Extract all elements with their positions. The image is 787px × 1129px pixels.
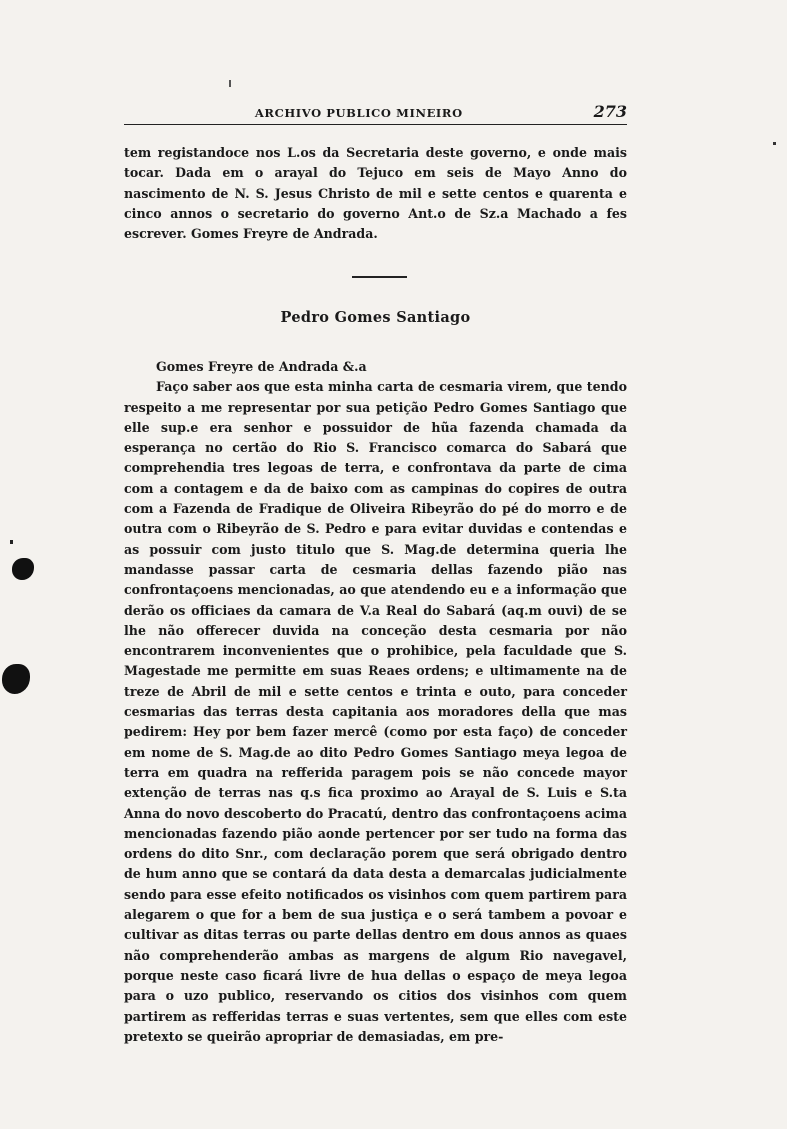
section-body-block bbox=[124, 357, 627, 1047]
intro-paragraph: tem registandoce nos L.os da Secretaria deste governo, e onde mais tocar. Dada em o arayal do Tejuco em seis de Mayo Anno do nascimento de N. S. Jesus Christo de mil e sette centos e quarenta e cinco annos o secretario do governo Ant.o de Sz.a Machado a fes escrever. Gomes Freyre de Andrada. bbox=[124, 145, 627, 242]
section-separator bbox=[352, 276, 407, 278]
print-speck bbox=[10, 540, 13, 544]
print-speck bbox=[773, 142, 776, 145]
binding-hole-mark bbox=[12, 558, 34, 580]
header-title: ARCHIVO PUBLICO MINEIRO bbox=[254, 106, 463, 120]
print-speck bbox=[229, 80, 231, 87]
binding-hole-mark bbox=[2, 664, 30, 694]
header-rule bbox=[124, 124, 627, 125]
intro-paragraph-block bbox=[124, 143, 627, 244]
running-header bbox=[124, 102, 627, 122]
salutation: Gomes Freyre de Andrada &.a bbox=[156, 359, 367, 374]
page-number: 273 bbox=[593, 102, 627, 121]
section-body: Faço saber aos que esta minha carta de cesmaria virem, que tendo respeito a me representar por sua petição Pedro Gomes Santiago que elle sup.e era senhor e possuidor de hũa fazenda chamada da esperança no certão do Rio S. Francisco comarca do Sabará que comprehendia tres legoas de terra, e confrontava da parte de cima com a contagem e da de baixo com as campinas do copires de outra com a Fazenda de Fradique de Oliveira Ribeyrão do pé do morro e de outra com o Ribeyrão de S. Pedro e para evitar duvidas e contendas e as possuir com justo titulo que S. Mag.de determina queria lhe mandasse passar carta de cesmaria dellas fazendo pião nas confrontaçoens mencionadas, ao que atendendo eu e a informação que derão os officiaes da camara de V.a Real do Sabará (aq.m ouvi) de se lhe não offerecer duvida na conceção desta cesmaria por não encontrarem inconvenientes que o prohibice, pela faculdade que S. Magestade me permitte em suas Reaes ordens; e ultimamente na de treze de Abril de mil e sette centos e trinta e outo, para conceder cesmarias das terras desta capitania aos moradores della que mas pedirem: Hey por bem fazer mercê (como por esta faço) de conceder em nome de S. Mag.de ao dito Pedro Gomes Santiago meya legoa de terra em quadra na refferida paragem pois se não concede mayor extenção de terras nas q.s fica proximo ao Arayal de S. Luis e S.ta Anna do novo descoberto do Pracatú, dentro das confrontaçoens acima mencionadas fazendo pião aonde pertencer por ser tudo na forma das ordens do dito Snr., com declaração porem que será obrigado dentro de hum anno que se contará da data desta a demarcalas judicialmente sendo para esse efeito notificados os visinhos com quem partirem para alegarem o que for a bem de sua justiça e o será tambem a povoar e cultivar as ditas terras ou parte dellas dentro em dous annos as quaes não comprehenderão ambas as margens de algum Rio navegavel, porque neste caso ficará livre de hua dellas o espaço de meya legoa para o uzo publico, reservando os citios dos visinhos com quem partirem as refferidas terras e suas vertentes, sem que elles com este pretexto se queirão apropriar de demasiadas, em pre- bbox=[124, 379, 627, 1044]
section-title: Pedro Gomes Santiago bbox=[280, 309, 471, 326]
